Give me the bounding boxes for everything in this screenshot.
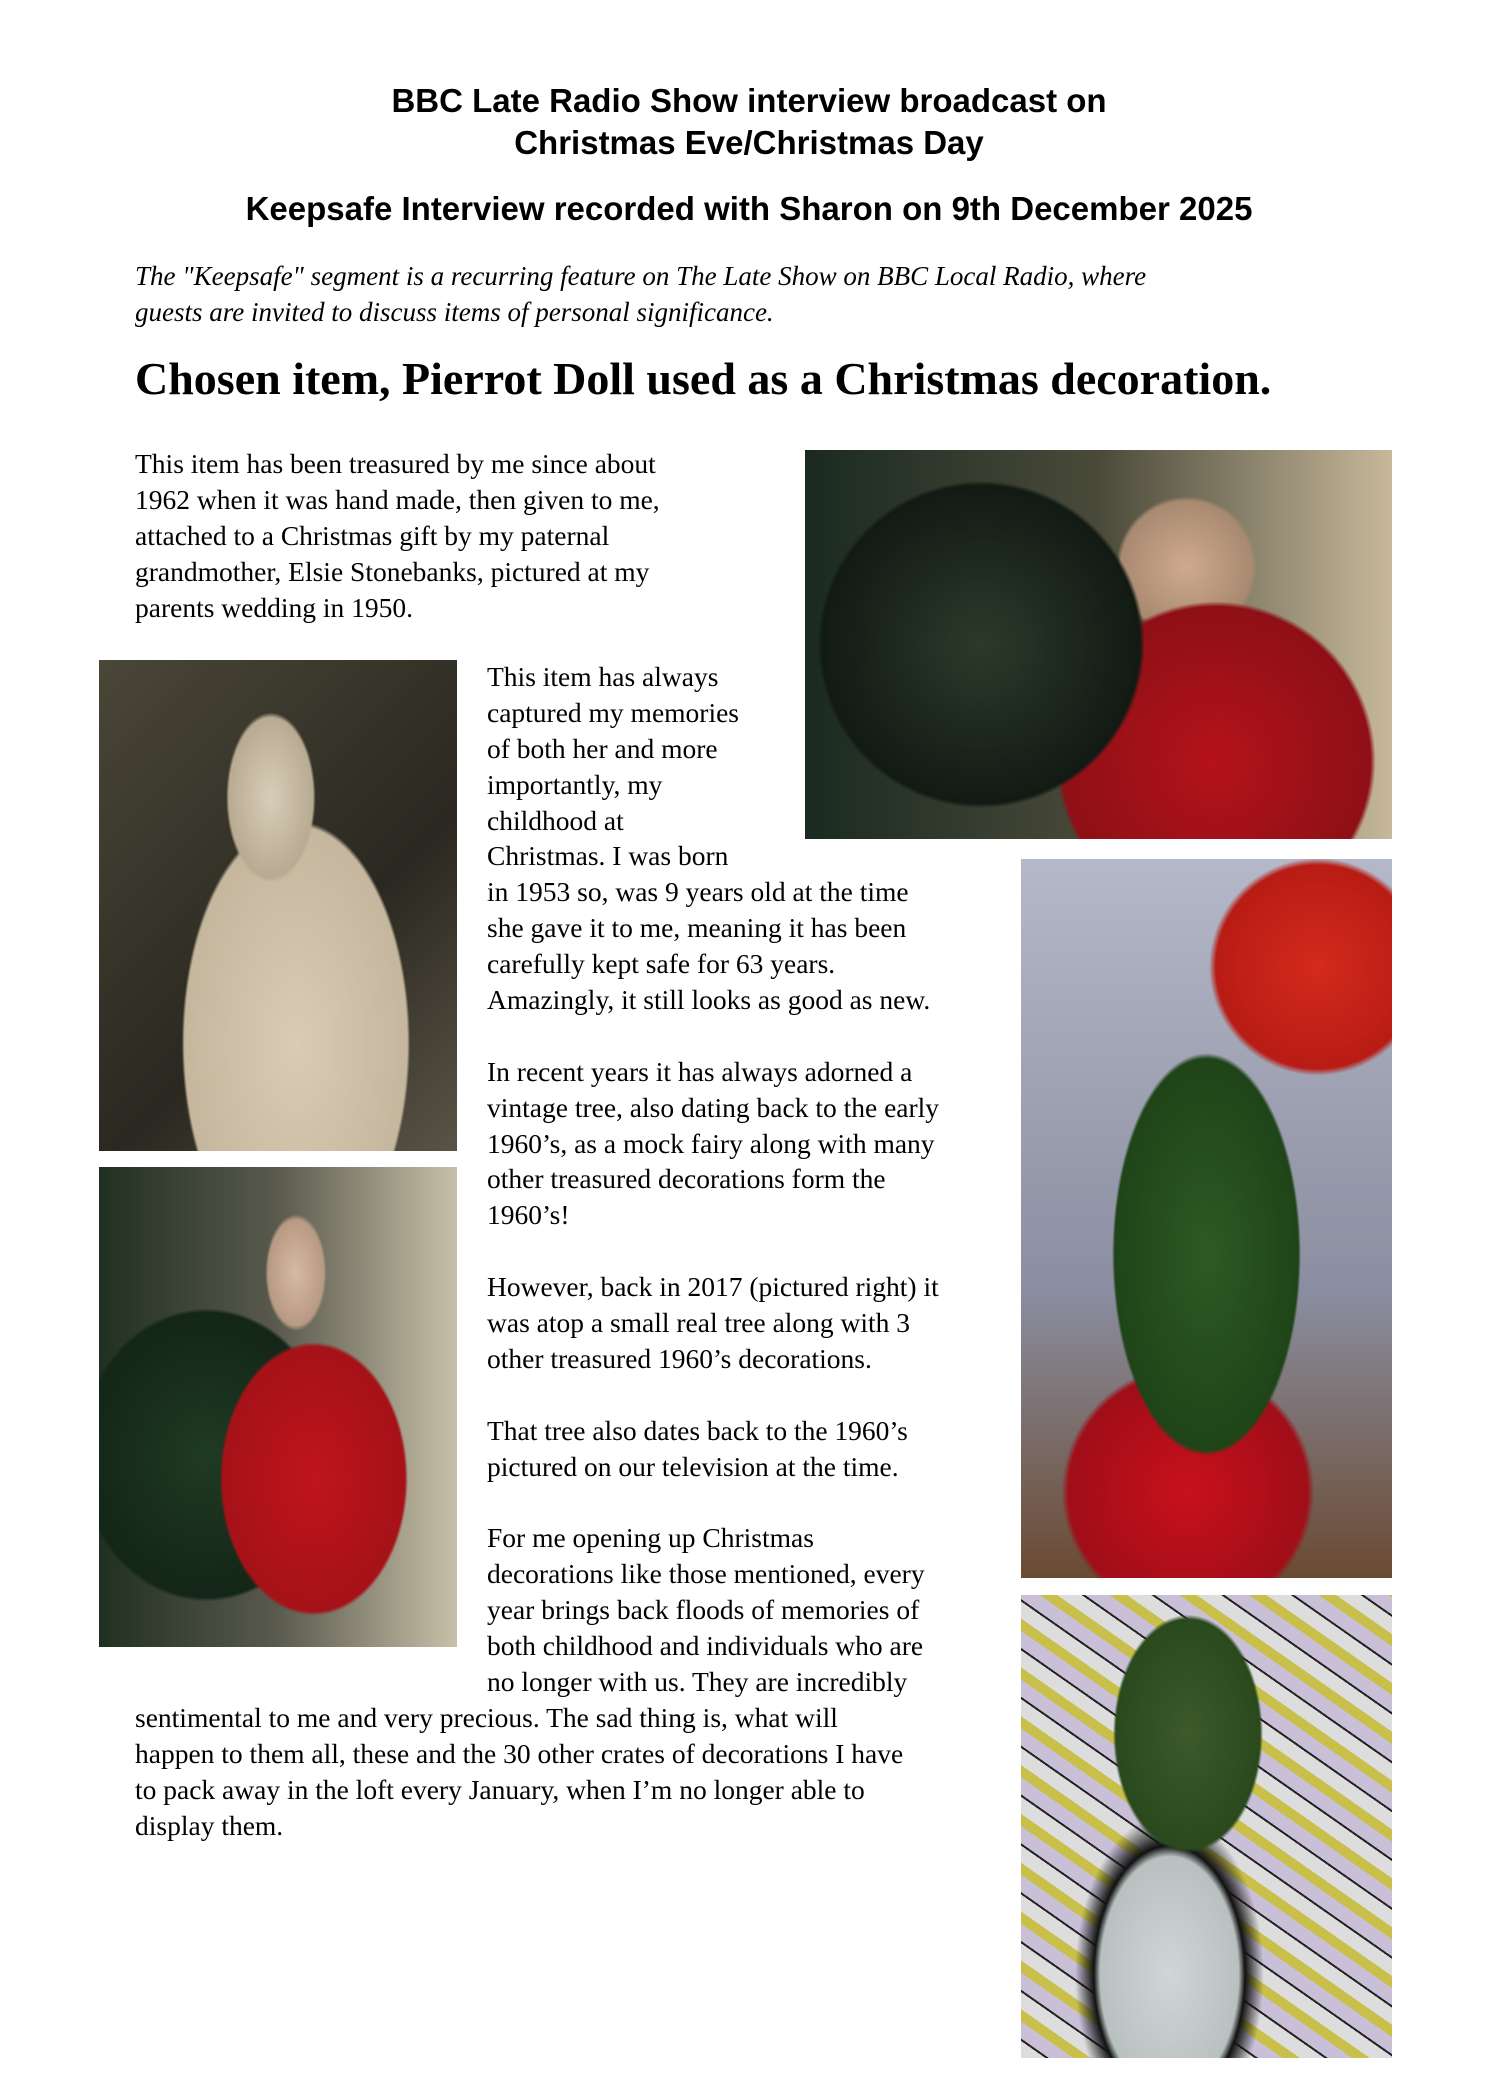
intro-line: The "Keepsafe" segment is a recurring feature on The Late Show on BBC Local Radio, where — [135, 261, 1147, 291]
photo-vintage-tree-with-doll — [1021, 859, 1392, 1578]
main-heading: Chosen item, Pierrot Doll used as a Christmas decoration. — [135, 353, 1272, 404]
text-line: 1962 when it was hand made, then given to me, — [135, 483, 660, 515]
text-line: other treasured decorations form the — [487, 1163, 886, 1195]
text-line: happen to them all, these and the 30 other crates of decorations I have — [135, 1737, 904, 1769]
intro-text — [135, 258, 1335, 330]
document-subtitle: Keepsafe Interview recorded with Sharon on 9th December 2025 — [245, 190, 1253, 227]
photo-tree-on-television — [1021, 1595, 1392, 2058]
text-line: However, back in 2017 (pictured right) it — [487, 1271, 939, 1303]
text-line: vintage tree, also dating back to the early — [487, 1091, 940, 1123]
text-line: childhood at — [487, 804, 624, 836]
text-line: decorations like those mentioned, every — [487, 1558, 925, 1590]
intro-line: guests are invited to discuss items of personal significance. — [135, 297, 774, 327]
text-line: was atop a small real tree along with 3 — [487, 1307, 911, 1339]
text-line: captured my memories — [487, 696, 739, 728]
text-line: carefully kept safe for 63 years. — [487, 948, 836, 980]
text-line: in 1953 so, was 9 years old at the time — [487, 876, 909, 908]
text-line: 1960’s! — [487, 1199, 570, 1231]
text-line: Christmas. I was born — [487, 840, 729, 872]
text-line: For me opening up Christmas — [487, 1522, 814, 1554]
text-line: year brings back floods of memories of — [487, 1594, 920, 1626]
text-line: of both her and more — [487, 732, 718, 764]
text-line: This item has been treasured by me since about — [135, 448, 656, 479]
text-line: she gave it to me, meaning it has been — [487, 912, 907, 944]
paragraph-intro — [135, 446, 660, 625]
text-line: In recent years it has always adorned a — [487, 1055, 913, 1087]
document-title — [0, 80, 1498, 164]
text-line: Amazingly, it still looks as good as new. — [487, 984, 931, 1016]
text-line: importantly, my — [487, 768, 663, 800]
title-line: Christmas Eve/Christmas Day — [514, 124, 984, 161]
text-line: parents wedding in 1950. — [135, 591, 414, 623]
text-line: to pack away in the loft every January, when I’m no longer able to — [135, 1773, 865, 1805]
text-line: display them. — [135, 1809, 284, 1841]
text-line: sentimental to me and very precious. The sad thing is, what will — [135, 1701, 838, 1733]
title-line: BBC Late Radio Show interview broadcast on — [391, 82, 1107, 119]
photo-sharon-holding-pierrot-doll — [805, 450, 1392, 839]
text-line: both childhood and individuals who are — [487, 1630, 924, 1662]
photo-sharon-with-small-tree — [99, 1167, 457, 1647]
text-line: other treasured 1960’s decorations. — [487, 1342, 872, 1374]
text-line: no longer with us. They are incredibly — [487, 1665, 908, 1697]
photo-grandmother-elsie — [99, 660, 457, 1151]
text-line: This item has always — [487, 661, 719, 692]
text-line: pictured on our television at the time. — [487, 1450, 899, 1482]
text-line: That tree also dates back to the 1960’s — [487, 1414, 908, 1446]
text-line: grandmother, Elsie Stonebanks, pictured at my — [135, 555, 650, 587]
text-line: attached to a Christmas gift by my paternal — [135, 519, 610, 551]
text-line: 1960’s, as a mock fairy along with many — [487, 1127, 935, 1159]
